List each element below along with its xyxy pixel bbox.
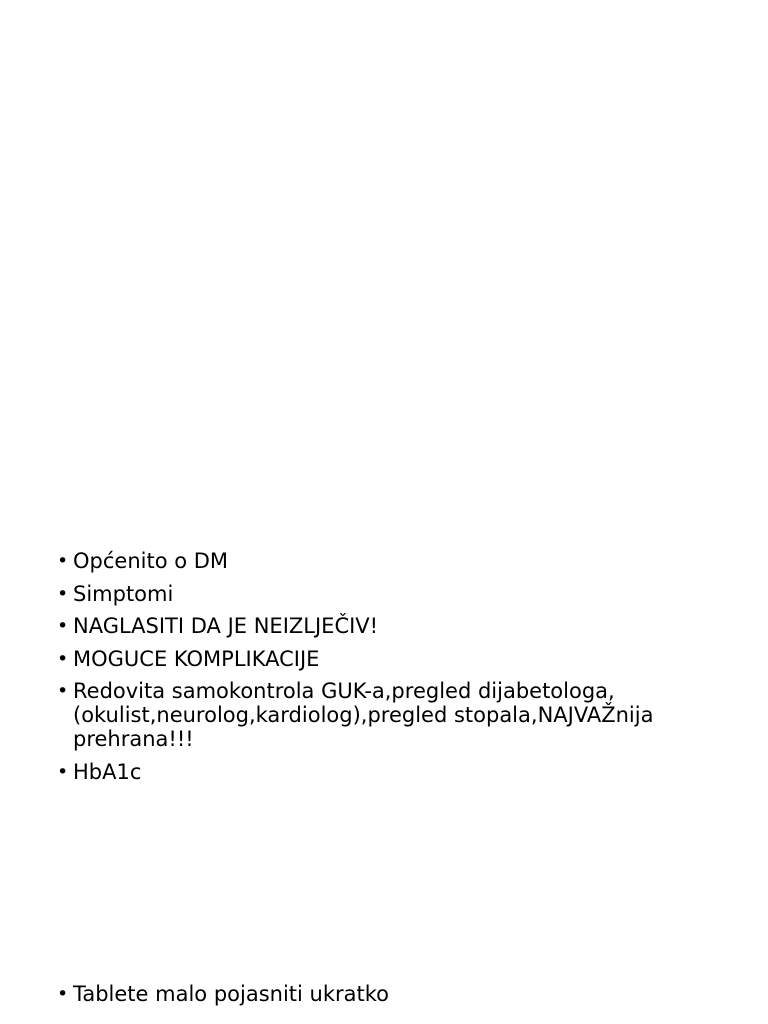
- bullet-dot: •: [57, 680, 69, 702]
- bullet-list: [57, 549, 747, 792]
- list-item-text: HbA1c: [73, 759, 142, 784]
- list-item: [57, 760, 747, 784]
- list-item: [57, 582, 747, 606]
- list-item-text: Općenito o DM: [73, 549, 229, 573]
- footer-bullet-list: [57, 982, 747, 1015]
- bullet-dot: •: [57, 550, 69, 572]
- list-item-text: MOGUCE KOMPLIKACIJE: [73, 646, 320, 671]
- list-item: [57, 614, 747, 638]
- list-item: [57, 982, 747, 1006]
- list-item-text: NAGLASITI DA JE NEIZLJEČIV!: [73, 614, 379, 638]
- bullet-dot: •: [57, 647, 69, 670]
- list-item: [57, 679, 747, 751]
- bullet-dot: •: [57, 983, 69, 1005]
- bullet-dot: •: [57, 615, 69, 637]
- list-item-text: Simptomi: [73, 581, 174, 606]
- list-item: [57, 549, 747, 573]
- bullet-dot: •: [57, 760, 69, 783]
- bullet-dot: •: [57, 582, 69, 605]
- list-item: [57, 647, 747, 671]
- list-item-text: Redovita samokontrola GUK-a,pregled dijabetologa, (okulist,neurolog,kardiolog),pregled stopala,NAJVAŽnija prehrana!!!: [73, 679, 654, 751]
- list-item-text: Tablete malo pojasniti ukratko: [73, 982, 389, 1006]
